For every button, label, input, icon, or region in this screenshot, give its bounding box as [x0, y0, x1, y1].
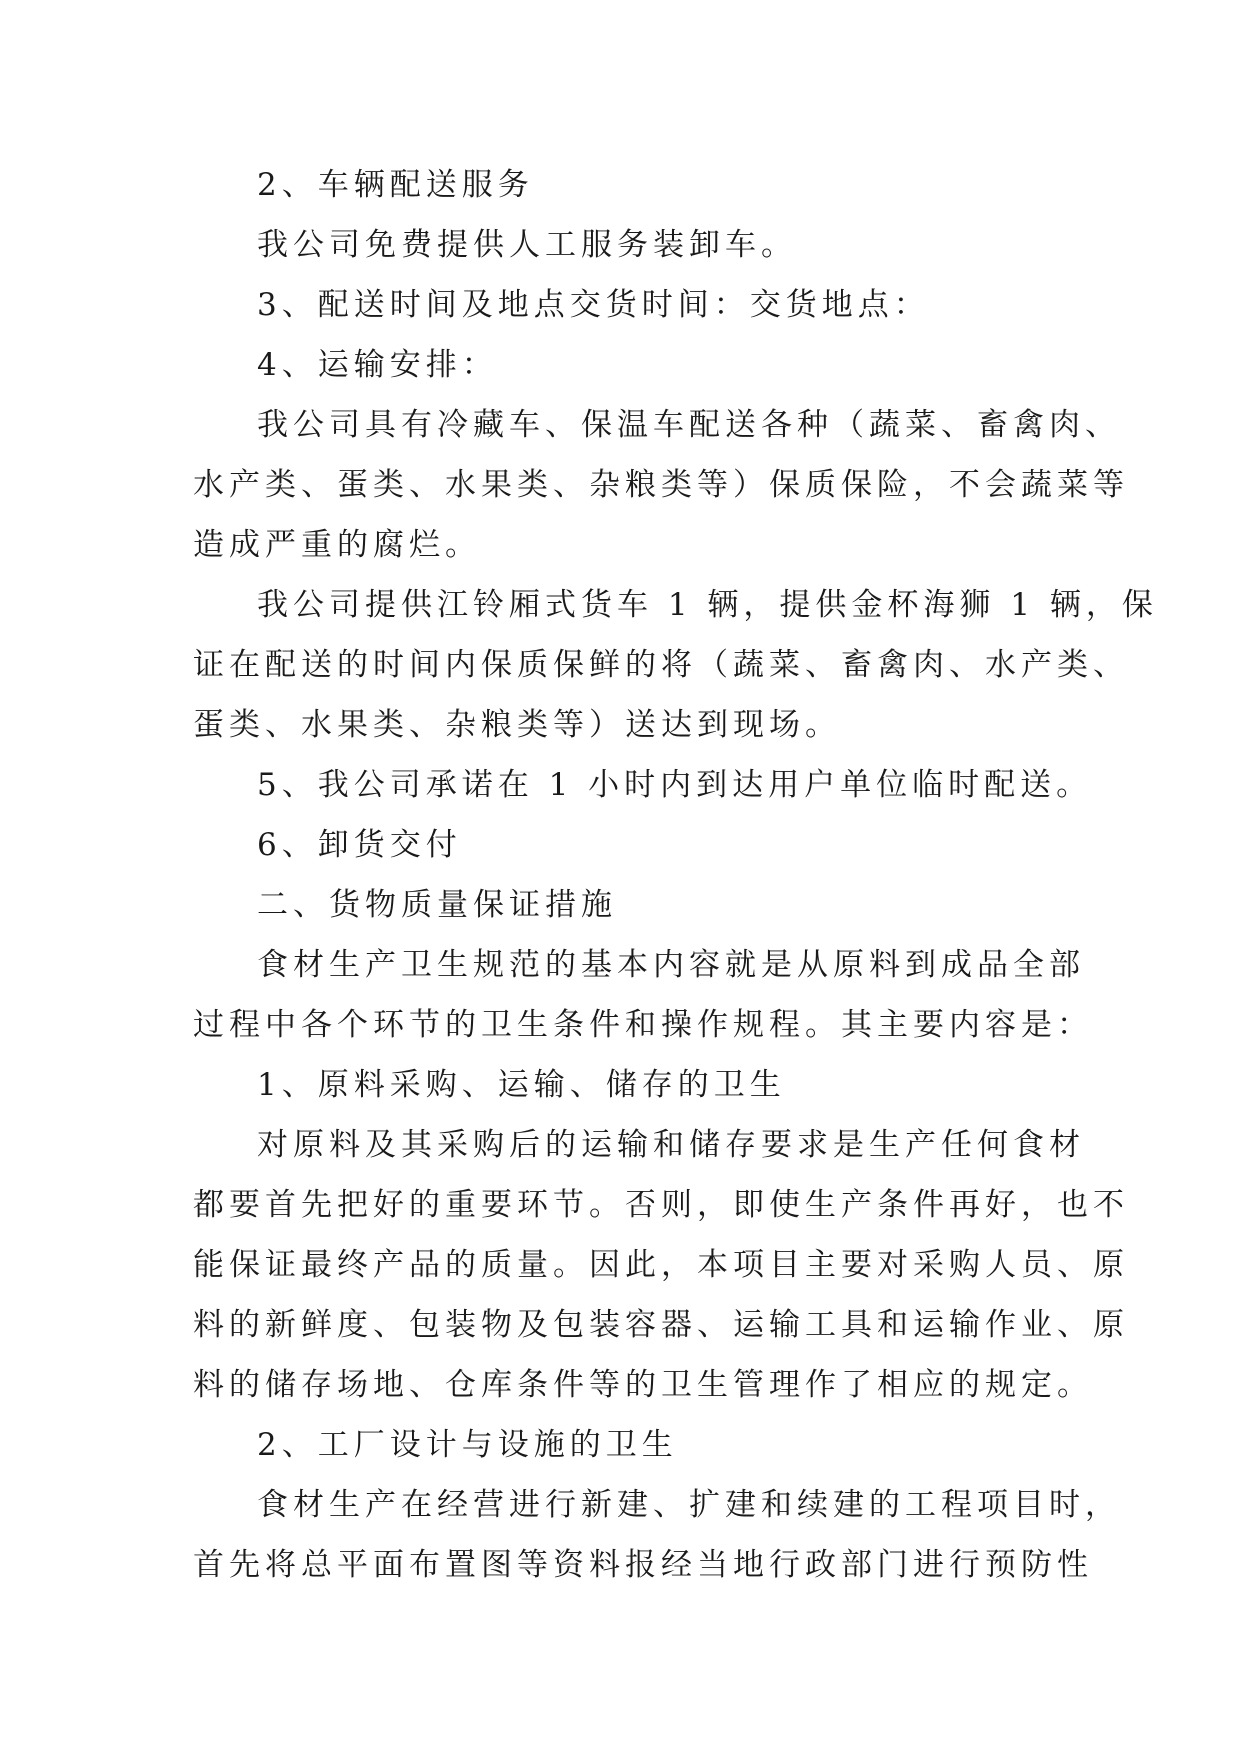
section-heading-commitment: 5、我公司承诺在 1 小时内到达用户单位临时配送。: [257, 767, 1093, 803]
document-body: [193, 155, 1158, 1595]
paragraph-line: 对原料及其采购后的运输和储存要求是生产任何食材: [257, 1127, 1085, 1163]
paragraph-line: 都要首先把好的重要环节。否则，即使生产条件再好，也不: [193, 1187, 1129, 1223]
paragraph-line: 食材生产在经营进行新建、扩建和续建的工程项目时，: [257, 1487, 1121, 1523]
section-heading-unloading: 6、卸货交付: [257, 827, 462, 863]
paragraph-line: 我公司提供江铃厢式货车 1 辆，提供金杯海狮 1 辆，保: [257, 587, 1158, 623]
paragraph-line: 料的储存场地、仓库条件等的卫生管理作了相应的规定。: [193, 1367, 1093, 1403]
paragraph-line: 料的新鲜度、包装物及包装容器、运输工具和运输作业、原: [193, 1307, 1129, 1343]
paragraph-line: 我公司免费提供人工服务装卸车。: [257, 227, 797, 263]
paragraph-line: 过程中各个环节的卫生条件和操作规程。其主要内容是：: [193, 1007, 1093, 1043]
paragraph-line: 食材生产卫生规范的基本内容就是从原料到成品全部: [257, 947, 1085, 983]
paragraph-line: 水产类、蛋类、水果类、杂粮类等）保质保险，不会蔬菜等: [193, 467, 1129, 503]
section-heading-vehicle-delivery: 2、车辆配送服务: [257, 167, 534, 203]
paragraph-line: 蛋类、水果类、杂粮类等）送达到现场。: [193, 707, 841, 743]
section-heading-raw-materials: 1、原料采购、运输、储存的卫生: [257, 1067, 786, 1103]
paragraph-line: 造成严重的腐烂。: [193, 527, 481, 563]
paragraph-line: 证在配送的时间内保质保鲜的将（蔬菜、畜禽肉、水产类、: [193, 647, 1129, 683]
paragraph-line: 首先将总平面布置图等资料报经当地行政部门进行预防性: [193, 1547, 1093, 1583]
section-heading-quality: 二、货物质量保证措施: [257, 887, 617, 923]
section-heading-factory-design: 2、工厂设计与设施的卫生: [257, 1427, 678, 1463]
section-heading-delivery-time: 3、配送时间及地点交货时间：交货地点：: [257, 287, 930, 323]
paragraph-line: 能保证最终产品的质量。因此，本项目主要对采购人员、原: [193, 1247, 1129, 1283]
section-heading-transport: 4、运输安排：: [257, 347, 498, 383]
paragraph-line: 我公司具有冷藏车、保温车配送各种（蔬菜、畜禽肉、: [257, 407, 1121, 443]
